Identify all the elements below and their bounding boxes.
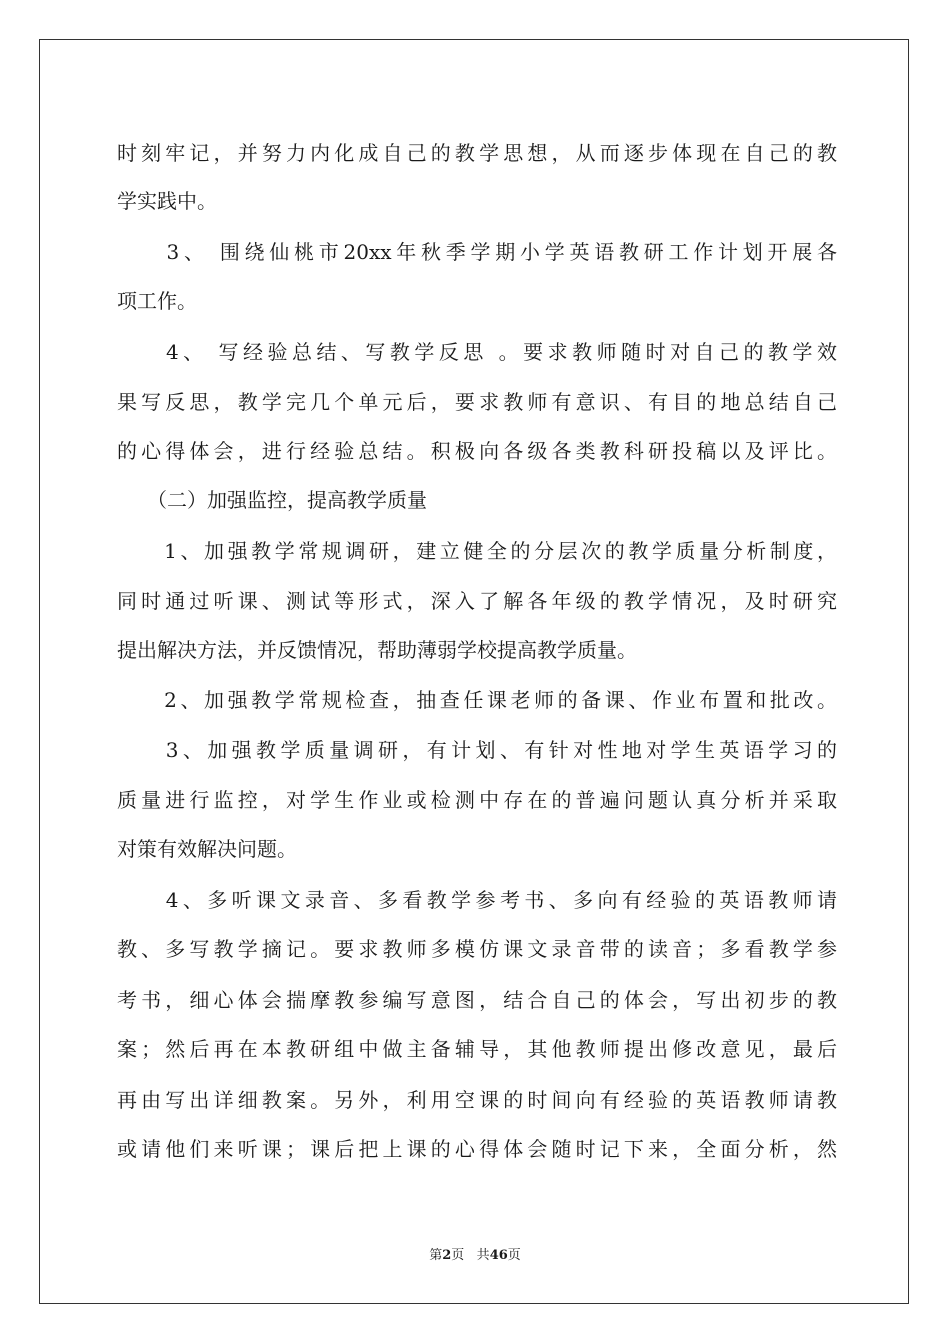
text-line: 4、 写经验总结、写教学反思 。要求教师随时对自己的教学效 [117, 340, 837, 364]
text-line: 或请他们来听课；课后把上课的心得体会随时记下来，全面分析，然 [117, 1137, 837, 1161]
text-line: 案；然后再在本教研组中做主备辅导，其他教师提出修改意见，最后 [117, 1037, 837, 1061]
text-line: 质量进行监控，对学生作业或检测中存在的普遍问题认真分析并采取 [117, 788, 837, 812]
text-line: 学实践中。 [117, 189, 217, 213]
page-prefix: 第 [429, 1248, 443, 1263]
text-line: 3、 围绕仙桃市20xx年秋季学期小学英语教研工作计划开展各 [117, 240, 837, 264]
text-line: 同时通过听课、测试等形式，深入了解各年级的教学情况，及时研究 [117, 589, 837, 613]
text-line: （二）加强监控，提高教学质量 [117, 488, 427, 512]
text-line: 提出解决方法，并反馈情况，帮助薄弱学校提高教学质量。 [117, 638, 637, 662]
total-pages: 46 [489, 1248, 508, 1263]
page-footer [0, 1247, 950, 1265]
text-line: 对策有效解决问题。 [117, 837, 297, 861]
text-line: 1、加强教学常规调研，建立健全的分层次的教学质量分析制度， [117, 539, 837, 563]
text-line: 4、多听课文录音、多看教学参考书、多向有经验的英语教师请 [117, 888, 837, 912]
text-line: 再由写出详细教案。另外，利用空课的时间向有经验的英语教师请教 [117, 1088, 837, 1112]
page-number: 2 [442, 1248, 452, 1263]
total-prefix: 共 [476, 1248, 490, 1263]
text-line: 时刻牢记，并努力内化成自己的教学思想，从而逐步体现在自己的教 [117, 141, 837, 165]
text-line: 的心得体会，进行经验总结。积极向各级各类教科研投稿以及评比。 [117, 439, 837, 463]
page-suffix: 页 [451, 1248, 465, 1263]
text-line: 教、多写教学摘记。要求教师多模仿课文录音带的读音；多看教学参 [117, 937, 837, 961]
text-line: 果写反思，教学完几个单元后，要求教师有意识、有目的地总结自己 [117, 390, 837, 414]
text-line: 2、加强教学常规检查，抽查任课老师的备课、作业布置和批改。 [117, 688, 837, 712]
total-suffix: 页 [507, 1248, 521, 1263]
text-line: 考书，细心体会揣摩教参编写意图，结合自己的体会，写出初步的教 [117, 988, 837, 1012]
text-line: 3、加强教学质量调研，有计划、有针对性地对学生英语学习的 [117, 738, 837, 762]
text-line: 项工作。 [117, 289, 197, 313]
